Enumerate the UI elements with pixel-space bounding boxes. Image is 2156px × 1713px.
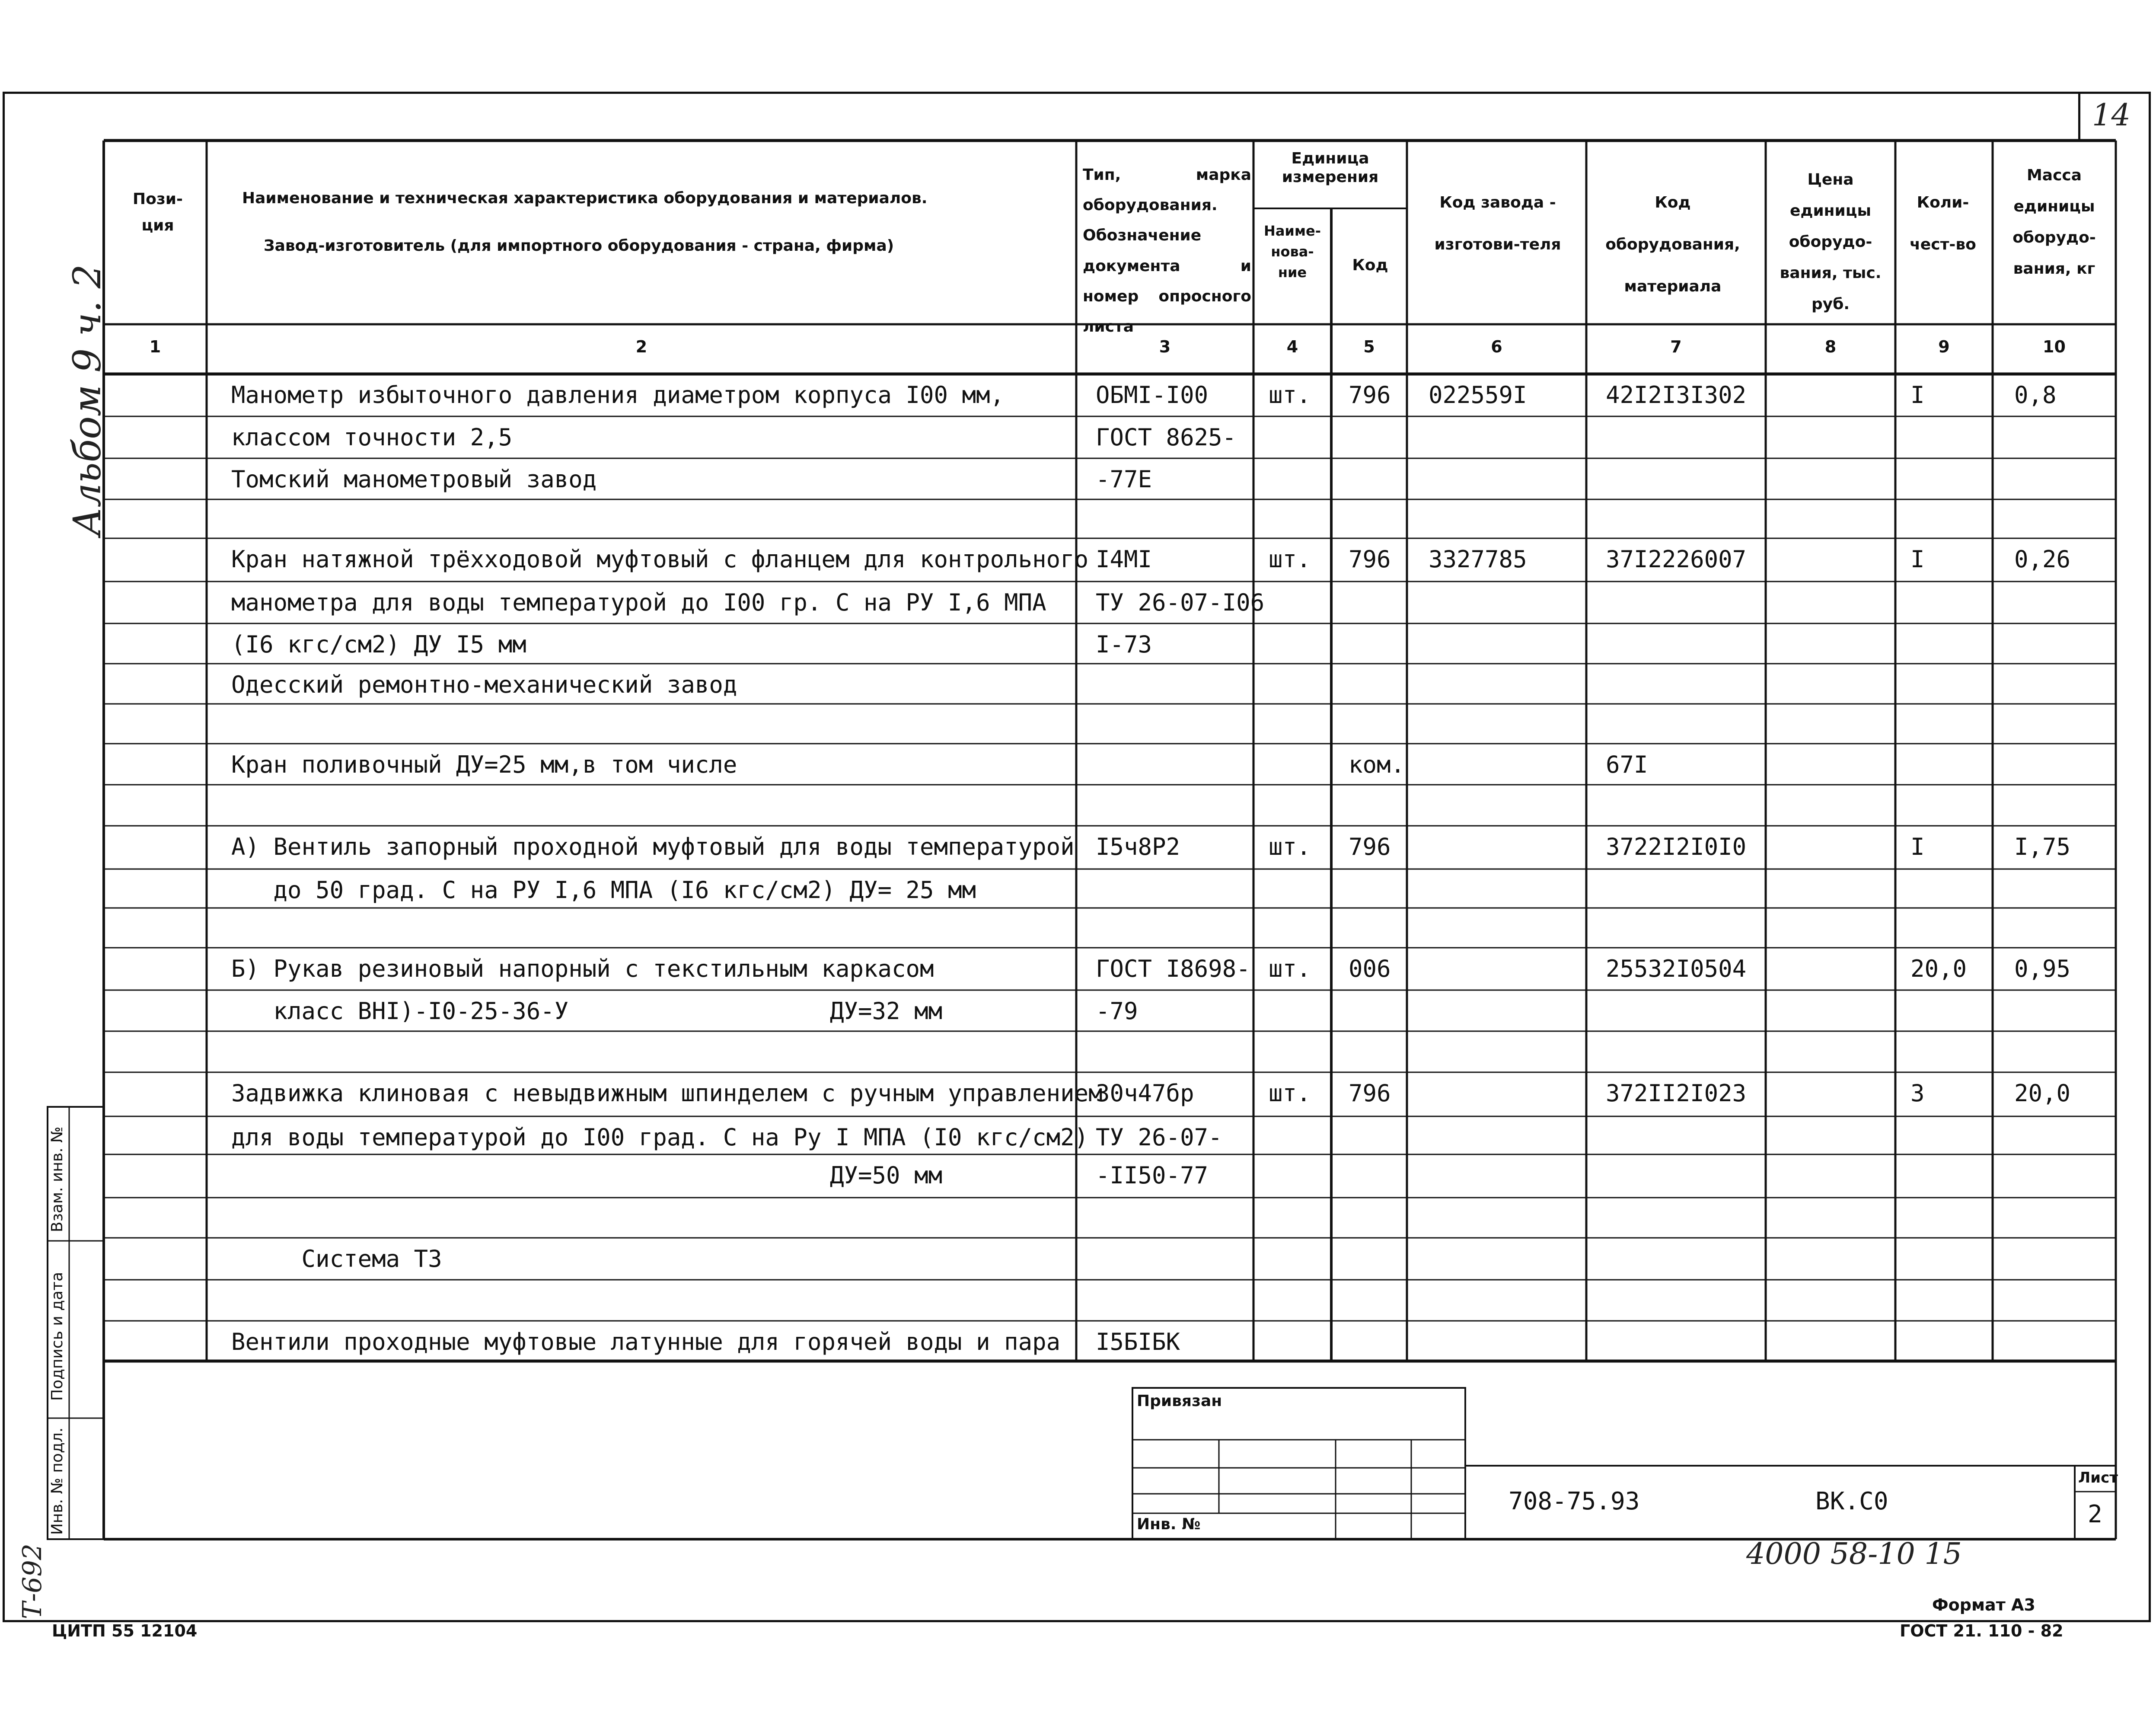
item-unit: шт.: [1269, 955, 1311, 982]
item-unit-code: ком.: [1349, 751, 1405, 778]
item-type: -II50-77: [1096, 1162, 1209, 1189]
item-equip-code: 372II2I023: [1606, 1080, 1747, 1107]
column-number: 5: [1363, 337, 1375, 356]
item-type: ОБМI-I00: [1096, 381, 1209, 409]
header-equip-code: Код оборудования, материала: [1605, 194, 1740, 296]
item-name: до 50 град. С на РУ I,6 МПА (I6 кгс/см2) ДУ= 25 мм: [231, 876, 976, 904]
item-name: классом точности 2,5: [231, 424, 513, 451]
column-number: 1: [149, 337, 161, 356]
item-mass: 0,95: [2014, 955, 2071, 982]
left-margin-code: Т-692: [17, 1544, 48, 1619]
item-unit: шт.: [1269, 546, 1311, 573]
item-mass: 0,8: [2014, 381, 2057, 409]
item-name-right: ДУ=50 мм: [830, 1162, 943, 1189]
album-note: Альбом 9 ч. 2: [65, 264, 109, 536]
header-type: Тип, марка оборудования. Обозначение документа и номер опросного листа: [1083, 166, 1251, 336]
item-unit: шт.: [1269, 1080, 1311, 1107]
item-equip-code: 3722I2I0I0: [1606, 833, 1747, 860]
column-number: 4: [1286, 337, 1298, 356]
item-name: Кран натяжной трёхходовой муфтовый с фланцем для контрольного: [231, 546, 1089, 573]
item-type: ГОСТ 8625-: [1096, 424, 1237, 451]
header-qty: Коли-чест-во: [1910, 194, 1976, 254]
header-unit-name: Наиме-нова-ние: [1264, 223, 1321, 281]
item-type: I5ч8Р2: [1096, 833, 1180, 860]
doc-code: 708-75.93: [1509, 1487, 1640, 1515]
column-number: 9: [1938, 337, 1950, 356]
item-unit-code: 796: [1349, 381, 1391, 409]
item-plant-code: 3327785: [1429, 546, 1527, 573]
side-inv-podl: Инв. № подл.: [48, 1427, 66, 1535]
item-mass: 0,26: [2014, 546, 2071, 573]
header-unit-group: Единица измерения: [1282, 150, 1379, 186]
item-type: I4МI: [1096, 546, 1152, 573]
stamp-bound-label: Привязан: [1137, 1392, 1222, 1410]
item-unit-code: 796: [1349, 546, 1391, 573]
item-type: ГОСТ I8698-: [1096, 955, 1250, 982]
item-unit-code: 006: [1349, 955, 1391, 982]
item-unit: шт.: [1269, 833, 1311, 860]
item-name: Задвижка клиновая с невыдвижным шпинделем с ручным управлением: [231, 1080, 1103, 1107]
item-type: 30ч47бр: [1096, 1080, 1194, 1107]
item-qty: 20,0: [1910, 955, 1967, 982]
item-type: I5БIБК: [1096, 1328, 1180, 1355]
header-unit-code: Код: [1352, 256, 1388, 274]
item-type: ТУ 26-07-: [1096, 1124, 1222, 1151]
header-price: Цена единицы оборудо-вания, тыс. руб.: [1780, 171, 1882, 313]
column-number: 8: [1824, 337, 1837, 356]
column-number: 3: [1159, 337, 1171, 356]
item-unit-code: 796: [1349, 833, 1391, 860]
header-position: Пози-ция: [133, 190, 183, 235]
item-unit-code: 796: [1349, 1080, 1391, 1107]
item-qty: I: [1910, 833, 1925, 860]
item-type: -77Е: [1096, 466, 1152, 493]
item-equip-code: 42I2I3I302: [1606, 381, 1747, 409]
column-number: 2: [635, 337, 647, 356]
header-plant-code: Код завода - изготови-теля: [1434, 194, 1561, 254]
page-number: 14: [2092, 97, 2131, 133]
footer-format: Формат А3: [1932, 1595, 2035, 1614]
item-equip-code: 37I2226007: [1606, 546, 1747, 573]
sheet-label: Лист: [2078, 1469, 2118, 1486]
side-signature-date: Подпись и дата: [48, 1272, 66, 1401]
stamp-inv-label: Инв. №: [1137, 1515, 1201, 1533]
doc-mark: ВК.С0: [1815, 1487, 1888, 1515]
item-name: манометра для воды температурой до I00 гр. С на РУ I,6 МПА: [231, 589, 1046, 616]
item-name: Вентили проходные муфтовые латунные для горячей воды и пара: [231, 1328, 1061, 1355]
footer-left: ЦИТП 55 12104: [52, 1621, 198, 1640]
item-name: А) Вентиль запорный проходной муфтовый для воды температурой: [231, 833, 1075, 860]
column-number: 7: [1670, 337, 1682, 356]
item-name: Томский манометровый завод: [231, 466, 597, 493]
handwritten-bottom-code: 4000 58-10 15: [1746, 1537, 1962, 1571]
item-equip-code: 67I: [1606, 751, 1648, 778]
item-plant-code: 022559I: [1429, 381, 1527, 409]
item-type: I-73: [1096, 631, 1152, 658]
item-name: (I6 кгс/см2) ДУ I5 мм: [231, 631, 526, 658]
header-name-line2: Завод-изготовитель (для импортного оборудования - страна, фирма): [264, 237, 894, 255]
item-equip-code: 25532I0504: [1606, 955, 1747, 982]
item-name: Б) Рукав резиновый напорный с текстильным каркасом: [231, 955, 934, 982]
item-name: Одесский ремонтно-механический завод: [231, 671, 737, 698]
footer-gost: ГОСТ 21. 110 - 82: [1900, 1621, 2064, 1640]
column-number: 10: [2043, 337, 2066, 356]
item-qty: I: [1910, 381, 1925, 409]
sheet-number: 2: [2088, 1500, 2102, 1528]
column-number: 6: [1491, 337, 1502, 356]
item-name-right: ДУ=32 мм: [830, 997, 943, 1025]
item-unit: шт.: [1269, 381, 1311, 409]
item-mass: I,75: [2014, 833, 2071, 860]
item-mass: 20,0: [2014, 1080, 2071, 1107]
item-name: Манометр избыточного давления диаметром корпуса I00 мм,: [231, 381, 1005, 409]
header-name-line1: Наименование и техническая характеристика оборудования и материалов.: [242, 189, 928, 207]
item-type: -79: [1096, 997, 1138, 1025]
item-name: для воды температурой до I00 град. С на Ру I МПА (I0 кгс/см2): [231, 1124, 1089, 1151]
item-name: класс ВНI)-I0-25-36-У: [231, 997, 569, 1025]
item-type: ТУ 26-07-I06: [1096, 589, 1265, 616]
side-vzam-inv: Взам. инв. №: [48, 1126, 66, 1232]
item-qty: 3: [1910, 1080, 1925, 1107]
item-qty: I: [1910, 546, 1925, 573]
item-name: Кран поливочный ДУ=25 мм,в том числе: [231, 751, 737, 778]
item-name: Система Т3: [231, 1245, 442, 1272]
header-mass: Масса единицы оборудо-вания, кг: [2012, 166, 2096, 278]
